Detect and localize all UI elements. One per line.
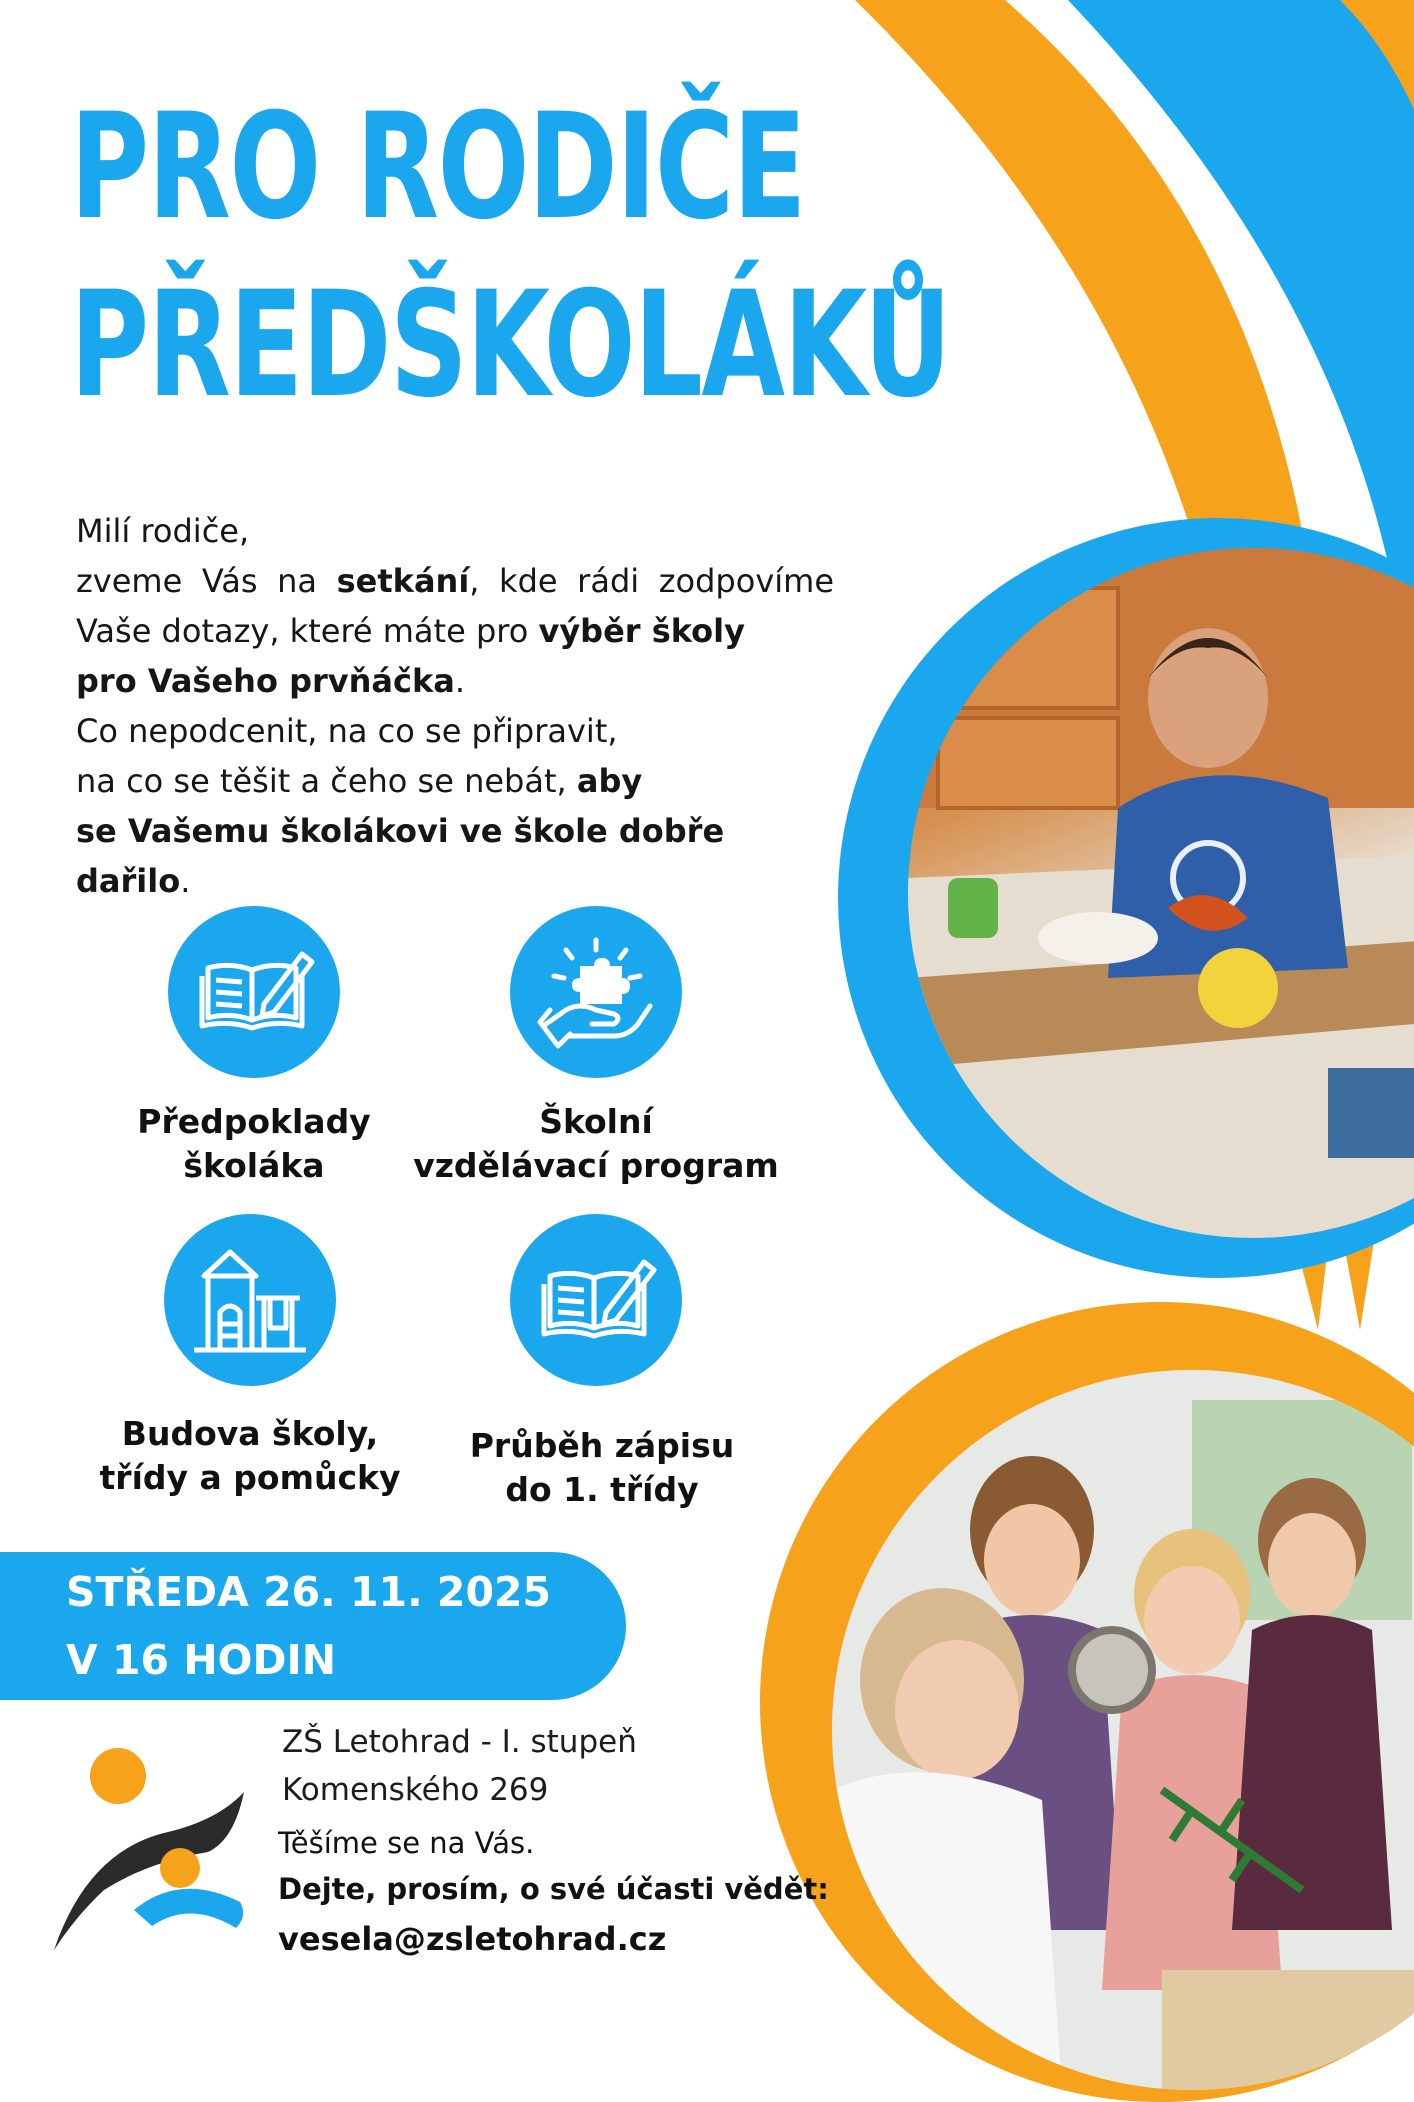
intro-line-4: [76, 656, 834, 706]
open-book-pen-icon: [510, 1214, 682, 1386]
feature-3-circle: [164, 1214, 336, 1386]
intro-line-2: [76, 556, 834, 606]
feature-1-line-2: školáka: [183, 1146, 325, 1185]
intro-line-3: [76, 606, 834, 656]
school-logo: [48, 1740, 258, 1960]
hand-puzzle-idea-icon: [510, 906, 682, 1078]
feature-4-line-1: Průběh zápisu: [469, 1426, 735, 1465]
intro-line-5: Co nepodcenit, na co se připravit,: [76, 712, 618, 750]
feature-2-label: [386, 1100, 806, 1188]
intro-text: Vaše dotazy, které máte pro: [76, 612, 539, 650]
feature-1-line-1: Předpoklady: [137, 1102, 371, 1141]
open-book-pen-icon: [168, 906, 340, 1078]
intro-text: .: [454, 662, 466, 700]
contact-email[interactable]: vesela@zsletohrad.cz: [278, 1920, 667, 1958]
title-line-1: PRO RODIČE: [70, 82, 806, 252]
feature-2-circle: [510, 906, 682, 1078]
intro-bold: výběr školy: [538, 612, 745, 650]
intro-text: na co se těšit a čeho se nebát,: [76, 762, 577, 800]
feature-3-line-2: třídy a pomůcky: [99, 1458, 401, 1497]
intro-bold: pro Vašeho prvňáčka: [76, 662, 455, 700]
school-address: [282, 1718, 637, 1814]
intro-text: , kde rádi zodpovíme: [469, 562, 835, 600]
invitation-text: [76, 506, 834, 906]
feature-2-line-1: Školní: [539, 1102, 653, 1141]
intro-bold: se Vašemu školákovi ve škole dobře dařilo: [76, 812, 725, 900]
feature-2-line-2: vzdělávací program: [413, 1146, 779, 1185]
school-building-playground-icon: [164, 1214, 336, 1386]
intro-text: .: [180, 862, 191, 900]
event-time: V 16 HODIN: [66, 1636, 337, 1684]
closing-greeting: Těšíme se na Vás.: [278, 1826, 535, 1860]
contact-block: [278, 1820, 829, 1962]
school-name: ZŠ Letohrad - I. stupeň: [282, 1724, 637, 1760]
intro-bold: setkání: [336, 562, 470, 600]
rsvp-request: Dejte, prosím, o své účasti vědět:: [278, 1872, 829, 1906]
title-line-2: PŘEDŠKOLÁKŮ: [70, 260, 951, 430]
school-street: Komenského 269: [282, 1772, 549, 1808]
poster-title: [70, 78, 950, 434]
intro-text: zveme Vás na: [76, 562, 337, 600]
intro-bold: aby: [576, 762, 643, 800]
intro-greeting: Milí rodiče,: [76, 512, 250, 550]
intro-line-7: [76, 806, 834, 906]
intro-line-6: [76, 756, 834, 806]
event-date: STŘEDA 26. 11. 2025: [66, 1568, 552, 1616]
feature-4-label: [392, 1424, 812, 1512]
date-banner: [0, 1552, 626, 1700]
feature-4-circle: [510, 1214, 682, 1386]
feature-3-line-1: Budova školy,: [121, 1414, 379, 1453]
feature-4-line-2: do 1. třídy: [505, 1470, 699, 1509]
feature-1-circle: [168, 906, 340, 1078]
